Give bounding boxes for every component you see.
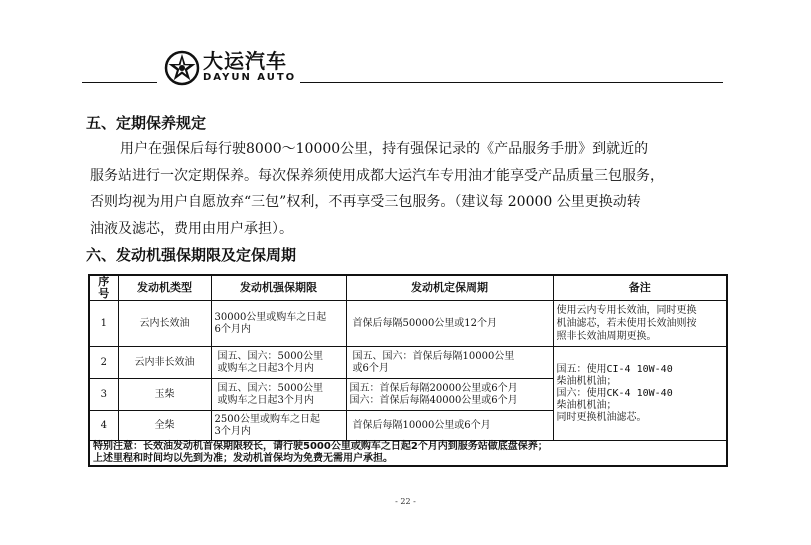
section-6-title: 六、发动机强保期限及定保周期 (86, 246, 297, 264)
paragraph-line: 否则均视为用户自愿放弃“三包”权利，不再享受三包服务。（建议每 20000 公里更换动转 (90, 194, 641, 210)
cell-interval: 首保后每隔50000公里或12个月 (346, 301, 553, 347)
header-rule-right (300, 82, 723, 83)
cell-engine-type: 全柴 (118, 411, 211, 441)
section-5-paragraph (90, 136, 730, 242)
cell-interval: 国五：首保后每隔20000公里或6个月 国六：首保后每隔40000公里或6个月 (346, 379, 553, 411)
cell-warranty: 国五、国六：5000公里 或购车之日起3个月内 (211, 379, 346, 411)
special-note-row (89, 441, 727, 467)
cell-no: 1 (89, 301, 118, 347)
brand-name-en: DAYUN AUTO (203, 72, 297, 83)
table-row (89, 347, 727, 379)
header-maintenance-interval: 发动机定保周期 (346, 275, 553, 301)
cell-no: 3 (89, 379, 118, 411)
header-engine-type: 发动机类型 (118, 275, 211, 301)
cell-remark-oil: 国五：使用CI-4 10W-40 柴油机机油； 国六：使用CK-4 10W-40 柴油机机油； 同时更换机油滤芯。 (553, 347, 727, 441)
section-5-title: 五、定期保养规定 (86, 114, 207, 132)
cell-warranty: 30000公里或购车之日起 6个月内 (211, 301, 346, 347)
paragraph-line: 用户在强保后每行驶8000～10000公里，持有强保记录的《产品服务手册》到就近的 (120, 141, 649, 157)
header-remarks: 备注 (553, 275, 727, 301)
cell-engine-type: 云内长效油 (118, 301, 211, 347)
cell-interval: 国五、国六：首保后每隔10000公里 或6个月 (346, 347, 553, 379)
header-rule-left (82, 82, 157, 83)
cell-warranty: 2500公里或购车之日起 3个月内 (211, 411, 346, 441)
star-logo-icon (164, 50, 200, 86)
table-header-row (89, 275, 727, 301)
engine-warranty-table (88, 274, 728, 467)
special-note: 特别注意：长效油发动机首保期限较长，请行驶5000公里或购车之日起2个月内到服务站做底盘保养； 上述里程和时间均以先到为准；发动机首保均为免费无需用户承担。 (89, 441, 727, 467)
brand-name-cn: 大运汽车 (203, 49, 287, 73)
cell-interval: 首保后每隔10000公里或6个月 (346, 411, 553, 441)
cell-warranty: 国五、国六：5000公里 或购车之日起3个月内 (211, 347, 346, 379)
paragraph-line: 油液及滤芯，费用由用户承担）。 (90, 220, 293, 237)
page-number: - 22 - (395, 497, 416, 506)
cell-engine-type: 云内非长效油 (118, 347, 211, 379)
brand-logo (164, 50, 200, 86)
header-no: 序号 (89, 275, 118, 301)
cell-engine-type: 玉柴 (118, 379, 211, 411)
cell-remark: 使用云内专用长效油，同时更换 机油滤芯，若未使用长效油则按 照非长效油周期更换。 (553, 301, 727, 347)
cell-no: 4 (89, 411, 118, 441)
header-warranty-period: 发动机强保期限 (211, 275, 346, 301)
cell-no: 2 (89, 347, 118, 379)
table-row (89, 301, 727, 347)
paragraph-line: 服务站进行一次定期保养。每次保养须使用成都大运汽车专用油才能享受产品质量三包服务， (90, 167, 664, 184)
